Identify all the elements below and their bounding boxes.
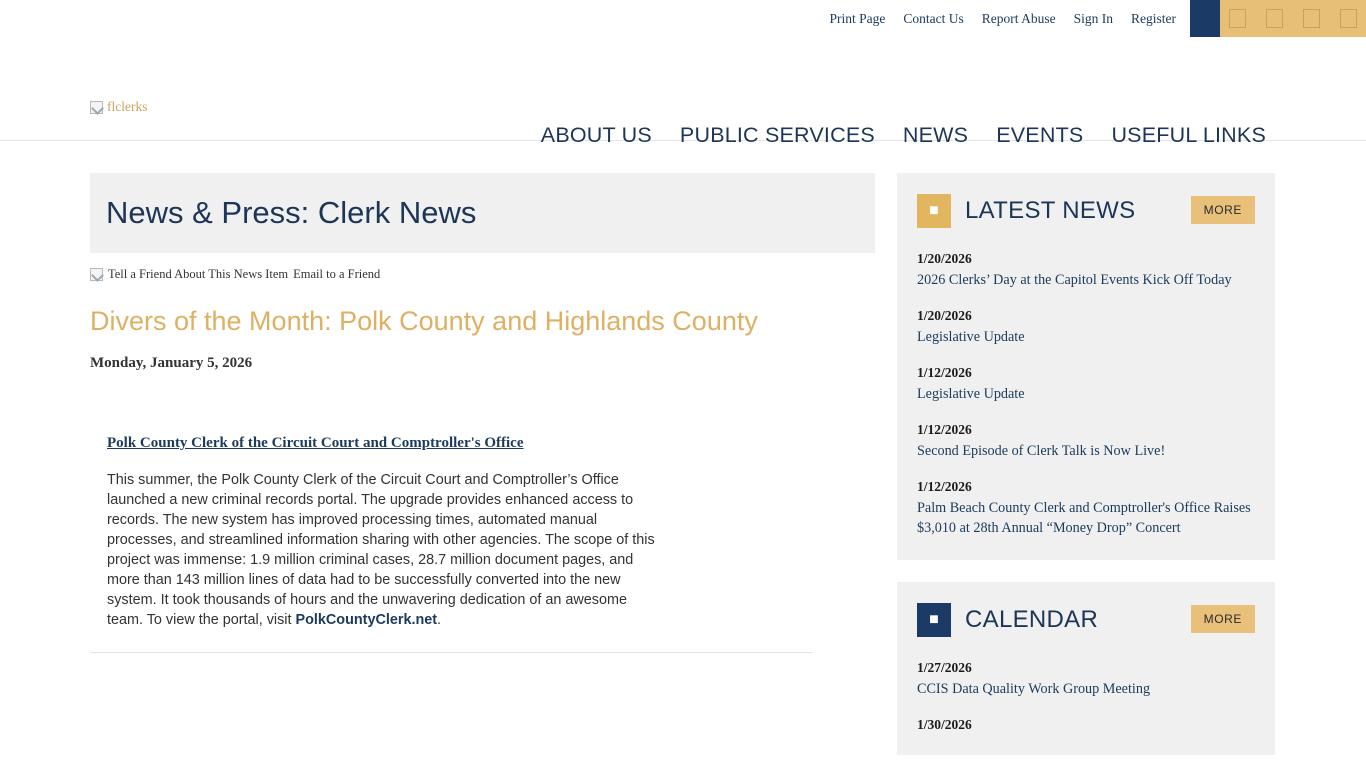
broken-image-icon — [90, 101, 103, 114]
page-body — [0, 141, 1366, 768]
linkedin-icon[interactable] — [1303, 9, 1320, 28]
news-title-link[interactable]: Legislative Update — [917, 329, 1025, 345]
tell-a-friend[interactable] — [90, 267, 875, 282]
event-title-link[interactable]: CCIS Data Quality Work Group Meeting — [917, 681, 1151, 697]
news-title-link[interactable]: Palm Beach County Clerk and Comptroller's Office Raises $3,010 at 28th Annual “Money Drop” Concert — [917, 500, 1251, 536]
site-logo-alt-text: flclerks — [107, 99, 148, 114]
article-date: Monday, January 5, 2026 — [90, 355, 253, 372]
article-title: Divers of the Month: Polk County and Highlands County — [90, 306, 758, 336]
news-date: 1/20/2026 — [917, 251, 972, 266]
nav-public-services[interactable]: PUBLIC SERVICES — [679, 123, 875, 147]
article-body — [107, 434, 667, 653]
calendar-header — [917, 598, 1255, 642]
content-divider — [90, 652, 812, 653]
latest-news-more-button[interactable]: MORE — [1191, 196, 1255, 224]
list-item[interactable] — [917, 308, 1255, 347]
page-title-bar — [90, 173, 875, 253]
latest-news-title: LATEST NEWS — [965, 197, 1136, 224]
news-date: 1/12/2026 — [917, 479, 972, 494]
calendar-more-button[interactable]: MORE — [1191, 605, 1255, 633]
nav-about-us[interactable]: ABOUT US — [540, 123, 652, 147]
list-item[interactable] — [917, 251, 1255, 290]
report-abuse-link[interactable]: Report Abuse — [981, 10, 1056, 26]
utility-bar — [0, 0, 1366, 37]
email-icon — [90, 268, 103, 281]
nav-useful-links[interactable]: USEFUL LINKS — [1111, 123, 1266, 147]
article-paragraph-end: . — [437, 612, 442, 629]
news-date: 1/20/2026 — [917, 308, 972, 323]
latest-news-header — [917, 189, 1255, 233]
event-date: 1/27/2026 — [917, 660, 972, 675]
article-section-heading[interactable]: Polk County Clerk of the Circuit Court and Comptroller's Office — [107, 435, 524, 452]
utility-links — [829, 0, 1190, 37]
social-bar — [1190, 0, 1366, 37]
calendar-title: CALENDAR — [965, 606, 1099, 633]
list-item[interactable] — [917, 422, 1255, 461]
twitter-icon[interactable] — [1266, 9, 1283, 28]
news-date: 1/12/2026 — [917, 422, 972, 437]
news-title-link[interactable]: 2026 Clerks’ Day at the Capitol Events Kick Off Today — [917, 272, 1232, 288]
register-link[interactable]: Register — [1131, 10, 1176, 26]
main-navigation — [541, 123, 1266, 148]
email-to-a-friend-link[interactable]: Email to a Friend — [293, 267, 381, 281]
nav-events[interactable]: EVENTS — [996, 123, 1084, 147]
list-item[interactable] — [917, 365, 1255, 404]
news-title-link[interactable]: Legislative Update — [917, 386, 1025, 402]
calendar-panel — [897, 582, 1275, 755]
youtube-icon[interactable] — [1340, 9, 1357, 28]
site-header — [0, 37, 1366, 147]
sign-in-link[interactable]: Sign In — [1073, 10, 1113, 26]
article-paragraph-text: This summer, the Polk County Clerk of the Circuit Court and Comptroller’s Office launched a new criminal records portal. The upgrade provides enhanced access to records. The new system has improved processing times, automated manual processes, and streamlined information sharing with other agencies. The scope of this project was immense: 1.9 million criminal cases, 28.7 million document pages, and more than 143 million lines of data had to be successfully converted into the new system. It took thousands of hours and the unwavering dedication of an awesome team. To view the portal, visit — [107, 472, 655, 629]
site-logo[interactable] — [90, 99, 147, 115]
facebook-icon[interactable] — [1229, 9, 1246, 28]
contact-us-link[interactable]: Contact Us — [903, 10, 964, 26]
main-content — [90, 173, 875, 768]
news-title-link[interactable]: Second Episode of Clerk Talk is Now Live! — [917, 443, 1166, 459]
calendar-icon: ■ — [917, 603, 951, 637]
list-item[interactable] — [917, 660, 1255, 699]
event-date: 1/30/2026 — [917, 717, 972, 732]
nav-news[interactable]: NEWS — [902, 123, 969, 147]
article-paragraph — [107, 470, 655, 630]
list-item[interactable] — [917, 479, 1255, 538]
latest-news-panel — [897, 173, 1275, 560]
sidebar — [897, 173, 1275, 768]
newspaper-icon: ■ — [917, 194, 951, 228]
list-item[interactable] — [917, 717, 1255, 733]
social-bar-accent — [1190, 0, 1220, 37]
social-icons — [1220, 0, 1366, 37]
page-title: News & Press: Clerk News — [106, 195, 477, 230]
polk-county-clerk-link[interactable]: PolkCountyClerk.net — [295, 612, 438, 629]
tell-a-friend-alt: Tell a Friend About This News Item — [108, 267, 289, 281]
print-page-link[interactable]: Print Page — [829, 10, 886, 26]
news-date: 1/12/2026 — [917, 365, 972, 380]
